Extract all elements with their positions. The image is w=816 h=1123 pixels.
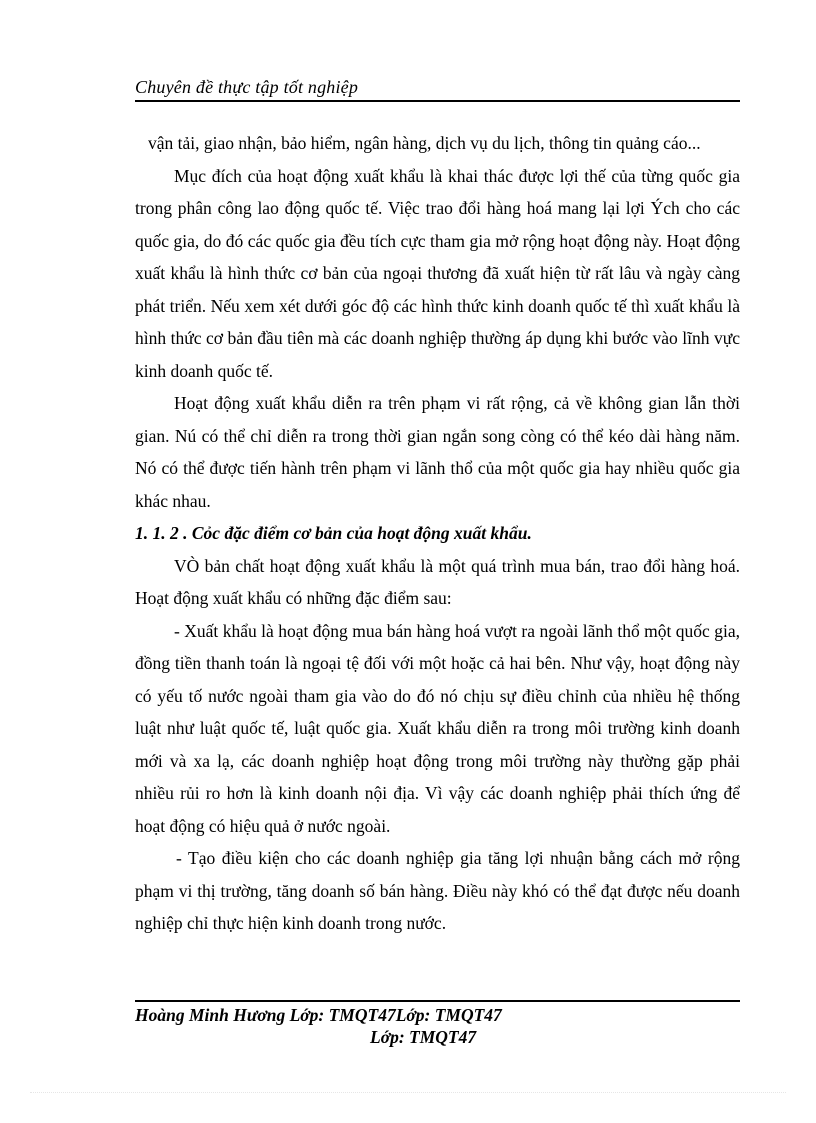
page-bottom-edge <box>30 1092 786 1093</box>
bullet-paragraph-1: - Xuất khẩu là hoạt động mua bán hàng hoá vượt ra ngoài lãnh thổ một quốc gia, đồng tiền thanh toán là ngoại tệ đối với một hoặc cả hai bên. Như vậy, hoạt động này có yếu tố nước ngoài tham gia vào do đó nó chịu sự điều chỉnh của nhiều hệ thống luật như luật quốc tế, luật quốc gia. Xuất khẩu diễn ra trong môi trường kinh doanh mới và xa lạ, các doanh nghiệp hoạt động trong môi trường này thường gặp phải nhiều rủi ro hơn là kinh doanh nội địa. Vì vậy các doanh nghiệp phải thích ứng để hoạt động có hiệu quả ở nước ngoài. <box>135 620 740 836</box>
header-title: Chuyên đề thực tập tốt nghiệp <box>135 77 359 97</box>
page-header <box>135 74 740 102</box>
paragraph-3: Hoạt động xuất khẩu diễn ra trên phạm vi rất rộng, cả về không gian lẫn thời gian. Nú có thể chỉ diễn ra trong thời gian ngắn song còng có thể kéo dài hàng năm. Nó có thể được tiến hành trên phạm vi lãnh thổ của một quốc gia hay nhiều quốc gia khác nhau. <box>135 393 740 511</box>
document-body <box>135 127 740 940</box>
section-heading: 1. 1. 2 . Cỏc đặc điểm cơ bản của hoạt động xuất khẩu. <box>135 523 532 543</box>
footer-divider <box>135 1000 740 1002</box>
paragraph-1: vận tải, giao nhận, bảo hiểm, ngân hàng, dịch vụ du lịch, thông tin quảng cáo... <box>148 133 701 153</box>
paragraph-2: Mục đích của hoạt động xuất khẩu là khai thác được lợi thế của từng quốc gia trong phân công lao động quốc tế. Việc trao đổi hàng hoá mang lại lợi Ých cho các quốc gia, do đó các quốc gia đều tích cực tham gia mở rộng hoạt động này. Hoạt động xuất khẩu là hình thức cơ bản của ngoại thương đã xuất hiện từ rất lâu và ngày càng phát triển. Nếu xem xét dưới góc độ các hình thức kinh doanh quốc tế thì xuất khẩu là hình thức cơ bản đầu tiên mà các doanh nghiệp thường áp dụng khi bước vào lĩnh vực kinh doanh quốc tế. <box>135 165 740 381</box>
footer-class: Lớp: TMQT47 <box>370 1027 477 1047</box>
footer-author: Hoàng Minh Hương Lớp: TMQT47Lớp: TMQT47 <box>135 1005 502 1025</box>
paragraph-4: VÒ bản chất hoạt động xuất khẩu là một quá trình mua bán, trao đổi hàng hoá. Hoạt động xuất khẩu có những đặc điểm sau: <box>135 555 740 608</box>
bullet-paragraph-2: - Tạo điều kiện cho các doanh nghiệp gia tăng lợi nhuận bằng cách mở rộng phạm vi thị trường, tăng doanh số bán hàng. Điều này khó có thể đạt được nếu doanh nghiệp chỉ thực hiện kinh doanh trong nước. <box>135 848 740 933</box>
